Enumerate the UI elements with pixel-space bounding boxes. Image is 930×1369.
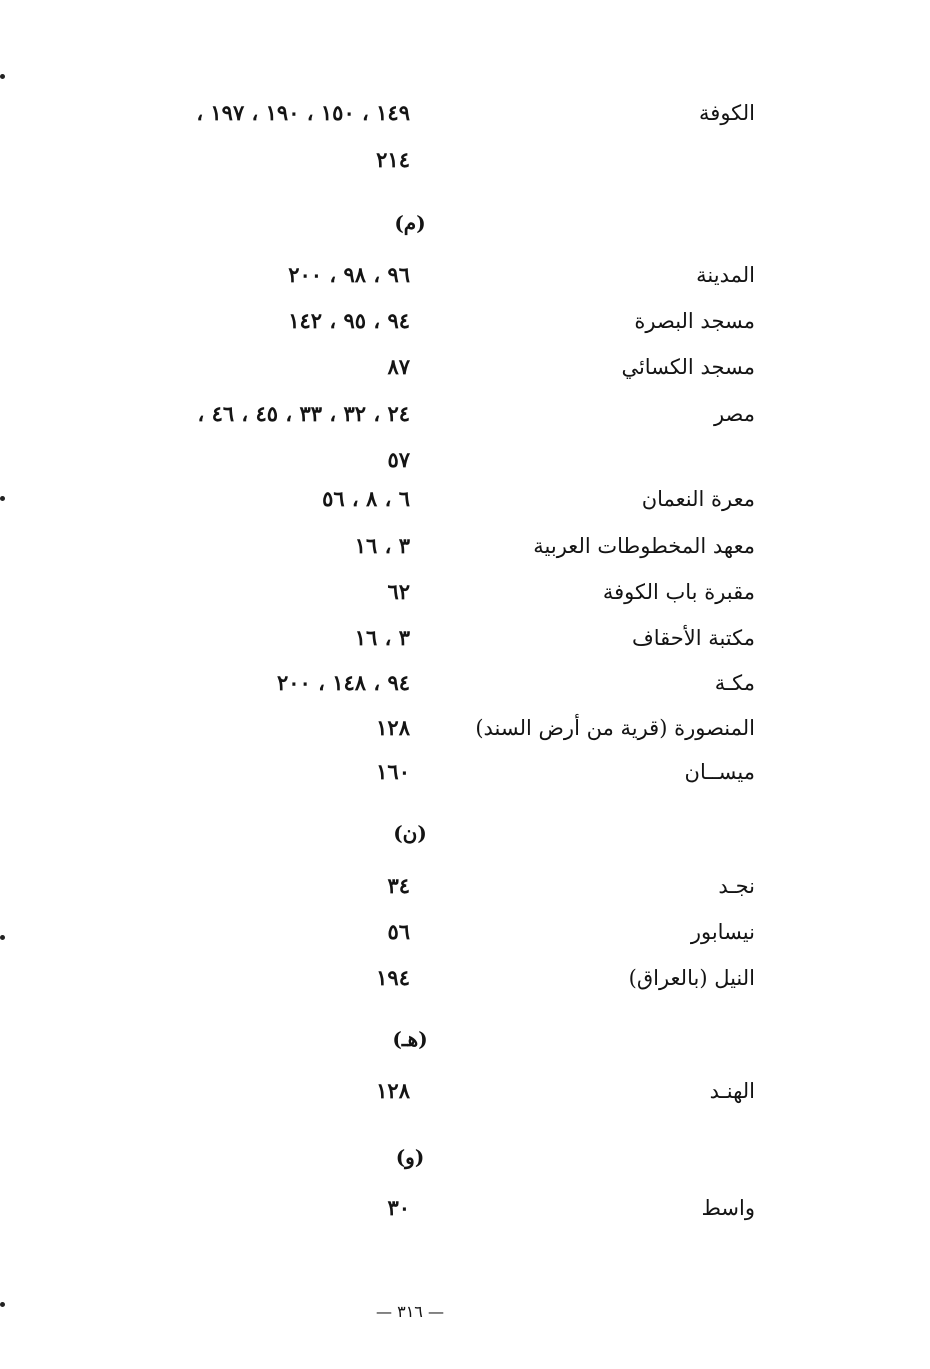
scan-speck (0, 1302, 5, 1307)
section-letter-heading: (م) (394, 211, 426, 235)
place-name: نجـد (718, 874, 755, 898)
page-references-continued: ٥٧ (387, 447, 410, 472)
page-number: — ٣١٦ — (376, 1302, 444, 1321)
section-letter-heading: (هـ) (392, 1027, 428, 1051)
place-name: المدينة (696, 263, 755, 287)
page-references: ١٦٠ (376, 759, 410, 784)
index-entry (0, 483, 930, 523)
index-entry (0, 712, 930, 752)
index-entry (0, 305, 930, 345)
section-letter-heading: (و) (395, 1145, 425, 1169)
place-name: مقبرة باب الكوفة (602, 580, 755, 604)
page-references: ١٤٩ ، ١٥٠ ، ١٩٠ ، ١٩٧ ، (196, 100, 410, 125)
place-name: مسجد الكسائي (621, 355, 755, 379)
place-name: مكـة (714, 671, 755, 695)
index-entry (0, 667, 930, 707)
page-references: ٩٦ ، ٩٨ ، ٢٠٠ (288, 262, 410, 287)
index-entry (0, 870, 930, 910)
page-references: ٥٦ (387, 919, 410, 944)
page-references: ٩٤ ، ١٤٨ ، ٢٠٠ (276, 670, 410, 695)
place-name: نيسابور (690, 920, 755, 944)
index-entry (0, 351, 930, 391)
place-name: النيل (بالعراق) (628, 966, 755, 990)
page-references: ٨٧ (387, 354, 410, 379)
place-name: معرة النعمان (641, 487, 755, 511)
index-entry (0, 398, 930, 438)
place-name: معهد المخطوطات العربية (533, 534, 755, 558)
scan-speck (0, 496, 5, 501)
index-entry (0, 622, 930, 662)
page-references: ١٢٨ (376, 715, 410, 740)
scan-speck (0, 935, 5, 940)
page-references: ٣ ، ١٦ (354, 533, 410, 558)
index-entry (0, 259, 930, 299)
place-name: مسجد البصرة (634, 309, 755, 333)
place-name: المنصورة (قرية من أرض السند) (475, 716, 755, 740)
page-references: ٦ ، ٨ ، ٥٦ (322, 486, 410, 511)
index-entry (0, 530, 930, 570)
page-references: ٦٢ (387, 579, 410, 604)
page-references: ٣٤ (387, 873, 410, 898)
section-letter-heading: (ن) (393, 821, 427, 845)
index-entry (0, 576, 930, 616)
place-name: الهنـد (709, 1079, 755, 1103)
page-references: ١٩٤ (376, 965, 410, 990)
place-name: الكوفة (699, 101, 755, 125)
page-references: ٣٠ (387, 1195, 410, 1220)
place-name: ميســان (684, 760, 755, 784)
page-references-continued: ٢١٤ (376, 147, 410, 172)
page-references: ٢٤ ، ٣٢ ، ٣٣ ، ٤٥ ، ٤٦ ، (197, 401, 410, 426)
page-references: ٣ ، ١٦ (354, 625, 410, 650)
index-entry (0, 97, 930, 137)
scan-speck (0, 74, 5, 79)
index-entry (0, 962, 930, 1002)
place-name: واسط (701, 1196, 755, 1220)
index-entry (0, 756, 930, 796)
page-references: ٩٤ ، ٩٥ ، ١٤٢ (288, 308, 410, 333)
index-entry (0, 916, 930, 956)
place-name: مكتبة الأحقاف (631, 626, 755, 650)
page-references: ١٢٨ (376, 1078, 410, 1103)
index-entry (0, 1192, 930, 1232)
index-entry (0, 1075, 930, 1115)
place-name: مصر (713, 402, 755, 426)
